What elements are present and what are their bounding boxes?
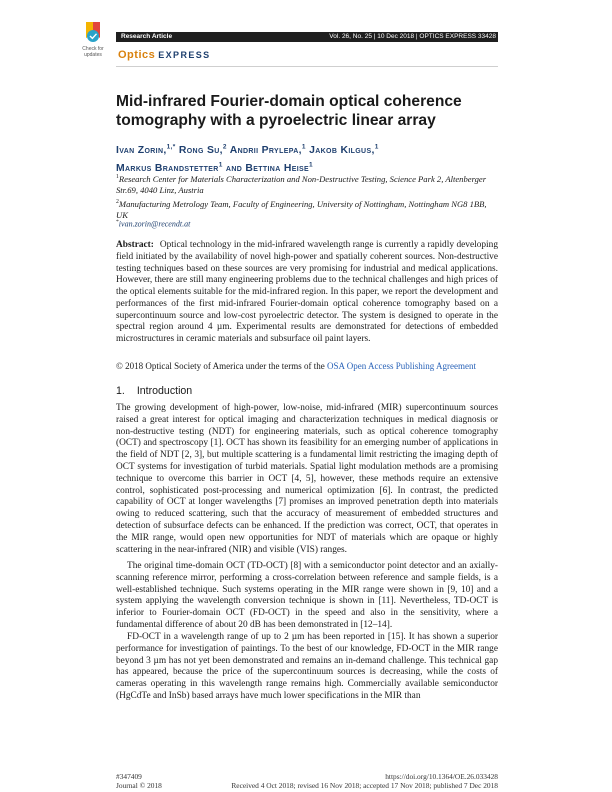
author[interactable]: and Bettina Heise$^1$ (225, 161, 314, 174)
body-paragraph: The original time-domain OCT (TD-OCT) [8] with a semiconductor point detector and an axially-scanning reference mirror, performing a cross-correlation between reference and sample fields, is a well-established technique. Such systems operating in the MIR range were shown in [9, 10] and a system applying the wavelength conversion technique is shown in [11]. Nevertheless, TD-OCT is inferior to Fourier-domain OCT (FD-OCT) in the speed and also in the sensitivity, where a fundamental difference of about 20 dB has been demonstrated in [12–14]. (116, 561, 498, 630)
article-type: Research Article (121, 33, 173, 40)
affiliation: $^2$Manufacturing Metrology Team, Faculty of Engineering, University of Nottingham, Nottingham NG8 1BB, UK (116, 198, 487, 220)
journal-logo[interactable] (118, 48, 211, 62)
article-title: Mid-infrared Fourier-domain optical coherence tomography with a pyroelectric linear array (116, 93, 462, 129)
journal-copyright: Journal © 2018 (116, 781, 162, 791)
header-citation: Vol. 26, No. 25 | 10 Dec 2018 | OPTICS EXPRESS 33428 (329, 33, 496, 40)
section-heading (116, 385, 192, 397)
article-id: #347409 (116, 772, 142, 781)
journal-name-part2: EXPRESS (158, 50, 211, 60)
doi-link[interactable]: https://doi.org/10.1364/OE.26.033428 (385, 772, 498, 781)
abstract-label: Abstract: (116, 240, 154, 250)
affiliation: $^1$Research Center for Materials Characterization and Non-Destructive Testing, Science Park 2, Altenberger Str.69, 4040 Linz, Austria (116, 173, 487, 195)
crossmark-label: Check for updates (82, 46, 104, 58)
body-paragraph: The growing development of high-power, low-noise, mid-infrared (MIR) supercontinuum sources raised a great interest for optical imaging and characterization techniques in medical diagnosis or non-destructive testing (NDT) for engineering materials, such as optical coherence tomography (OCT) and spectroscopy [1]. OCT has shown its feasibility for an emerging number of applications in the field of NDT [2, 3], but multiple scattering is a fundamental limit restricting the imaging depth of OCT systems for investigation of turbid materials. Spatial light modulation methods are a promising technique to overcome this barrier in OCT [4, 5], however, these methods require an extensive control, sophisticated post-processing and numerical optimization [6]. In contrast, the predicted capability of OCT at longer wavelengths [7] promises an improved penetration depth into materials owing to reduced scattering, such that the accuracy of measurement of embedded structures and detection of subsurface defects can be enhanced. If the prediction was correct, OCT, that operates in the MIR range, would open new opportunities for NDT of materials which are opaque or highly scattering in the near-infrared (NIR) and visible (VIS) ranges. (116, 403, 498, 555)
footer-left (116, 772, 162, 790)
copyright-notice: © 2018 Optical Society of America under the terms of the OSA Open Access Publishing Agreement (116, 361, 477, 371)
author[interactable]: Andrii Prylepa,$^1$ (229, 144, 306, 157)
author[interactable]: Jakob Kilgus,$^1$ (309, 144, 379, 157)
corresponding-email[interactable]: *ivan.zorin@recendt.at (116, 219, 191, 229)
publication-history: Received 4 Oct 2018; revised 16 Nov 2018; accepted 17 Nov 2018; published 7 Dec 2018 (231, 781, 498, 791)
email-link[interactable]: ivan.zorin@recendt.at (118, 219, 191, 229)
author[interactable]: Markus Brandstetter$^1$ (116, 161, 223, 174)
author[interactable]: Ivan Zorin,$^{1,*}$ (116, 144, 176, 157)
abstract-text: Optical technology in the mid-infrared wavelength range is currently a rapidly developing field initiated by the availability of novel high-power and spatially coherent sources. Non-destructive testing techniques based on these sources are very promising for industrial and medical applications. However, there are still many engineering problems due to the technical challenges and high prices of the optical elements suitable for the mid-infrared region. In this paper, we report the development and performances of the first mid-infrared Fourier-domain optical coherence tomography based on a supercontinuum source and low-cost pyroelectric detector. The system is designed to operate in the spectral region around 4 µm. Experimental results are demonstrated for detections of embedded microstructures in ceramic materials and subsurface oil paint layers. (116, 240, 498, 344)
abstract (116, 240, 498, 346)
journal-name-part1: Optics (118, 49, 156, 61)
section-number: 1. (116, 385, 125, 397)
body-paragraph: FD-OCT in a wavelength range of up to 2 µm has been reported in [15]. It has shown a superior performance for investigation of paintings. To the best of our knowledge, FD-OCT in the MIR range beyond 3 µm has not yet been demonstrated and remains an in-demand challenge. This technical gap has appeared, because the price of the supercontinuum sources is decreasing, while the costs of cameras operating in this wavelength range remains high. Commercially available semiconductor (HgCdTe and InSb) based arrays have much lower specifications in the MIR than (116, 632, 498, 701)
crossmark-badge[interactable] (78, 20, 108, 62)
section-title: Introduction (136, 385, 193, 397)
header-divider (116, 66, 498, 67)
crossmark-icon (78, 20, 108, 46)
footer-right (231, 772, 498, 790)
author[interactable]: Rong Su,$^2$ (178, 144, 227, 157)
author-list (116, 141, 498, 175)
license-link[interactable]: OSA Open Access Publishing Agreement (327, 361, 477, 371)
